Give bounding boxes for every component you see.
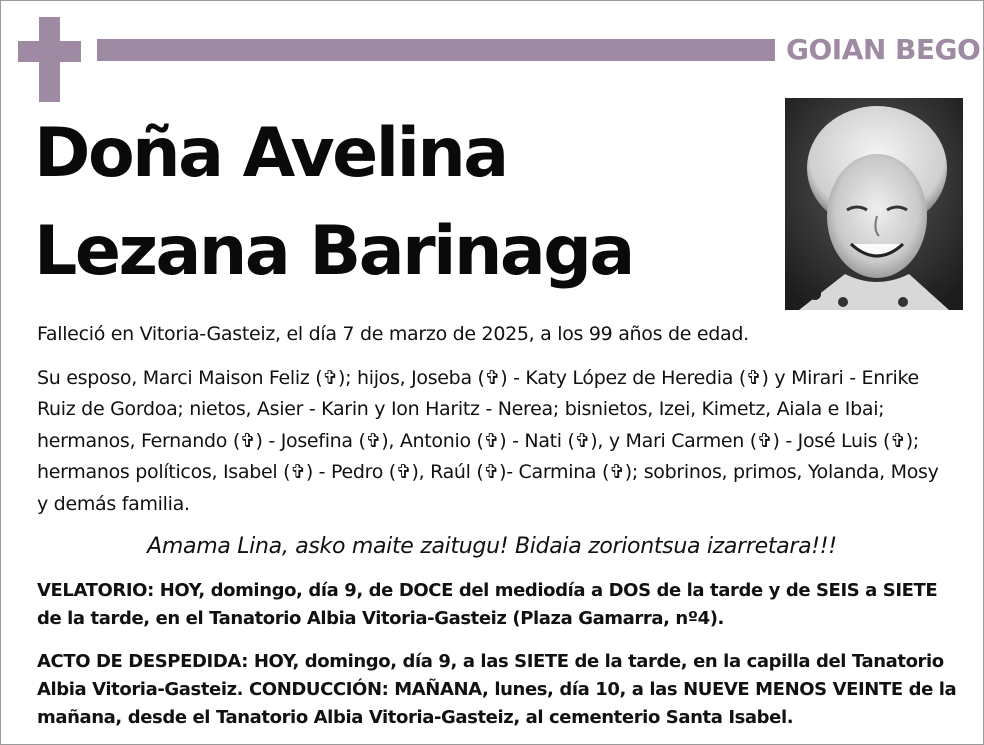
wake-notice: VELATORIO: HOY, domingo, día 9, de DOCE del mediodía a DOS de la tarde y de SEIS a SIETE de la tarde, en el Tanatorio Albia Vitoria-Gasteiz (Plaza Gamarra, nº4).: [37, 580, 938, 629]
farewell-ceremony-notice: ACTO DE DESPEDIDA: HOY, domingo, día 9, a las SIETE de la tarde, en la capilla del Tanatorio Albia Vitoria-Gasteiz. CONDUCCIÓN: MAÑANA, lunes, día 10, a las NUEVE MENOS VEINTE de la mañana, desde el Tanatorio Albia Vitoria-Gasteiz, al cementerio Santa Isabel.: [37, 651, 957, 728]
family-list: Su esposo, Marci Maison Feliz (✞); hijos, Joseba (✞) - Katy López de Heredia (✞) y Mirari - Enrike Ruiz de Gordoa; nietos, Asier - Karin y Ion Haritz - Nerea; bisnietos, Izei, Kimetz, Aiala e Ibai; hermanos, Fernando (✞) - Josefina (✞), Antonio (✞) - Nati (✞), y Mari Carmen (✞) - José Luis (✞); hermanos políticos, Isabel (✞) - Pedro (✞), Raúl (✞)- Carmina (✞); sobrinos, primos, Yolanda, Mosy y demás familia.: [37, 367, 939, 515]
deceased-name: [34, 105, 774, 301]
farewell-message: Amama Lina, asko maite zaitugu! Bidaia zoriontsua izarretara!!!: [147, 534, 837, 559]
death-announcement: Falleció en Vitoria-Gasteiz, el día 7 de marzo de 2025, a los 99 años de edad.: [37, 323, 749, 345]
name-line-2: Lezana Barinaga: [34, 212, 633, 291]
cross-icon: [18, 17, 81, 102]
header-bar: [97, 39, 775, 61]
portrait-photo: [785, 98, 963, 310]
brand-title: GOIAN BEGO: [786, 33, 981, 66]
name-line-1: Doña Avelina: [34, 114, 507, 193]
